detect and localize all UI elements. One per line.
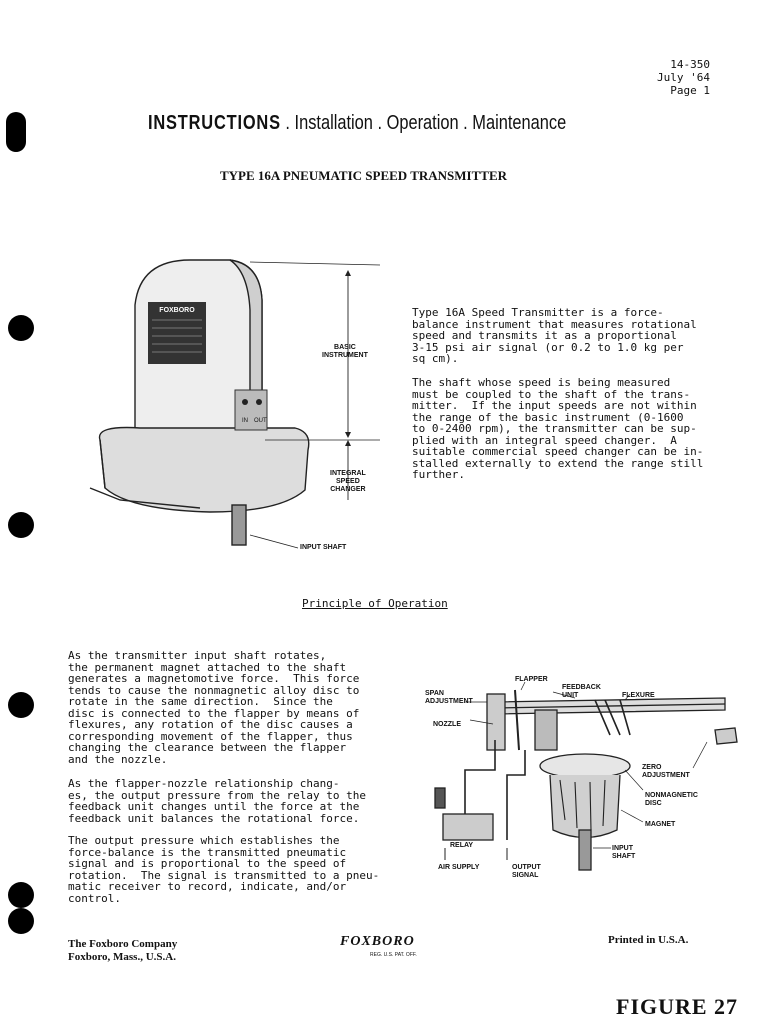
logo-subtext: REG. U.S. PAT. OFF. <box>370 952 417 958</box>
instructions-header <box>148 112 566 135</box>
zero-adjust <box>715 728 737 744</box>
footer-company <box>68 938 177 964</box>
label-flexure: FLEXURE <box>622 692 655 699</box>
section-heading: Principle of Operation <box>302 597 448 610</box>
nonmagnetic-disc <box>540 754 630 778</box>
binder-hole <box>8 908 34 934</box>
port-out-label: OUT <box>254 418 267 424</box>
label-air-supply: AIR SUPPLY <box>438 864 480 871</box>
label-magnet: MAGNET <box>645 821 676 828</box>
span-bracket <box>487 694 505 750</box>
label-nozzle: NOZZLE <box>433 721 461 728</box>
relay <box>443 814 493 840</box>
label-flapper: FLAPPER <box>515 676 548 683</box>
feedback-unit <box>535 710 557 750</box>
principle-paragraph-1: As the transmitter input shaft rotates, the permanent magnet attached to the shaft generates a magnetomotive force. This force tends to cause the nonmagnetic alloy disc to rotate in the same direction. Since the disc is connected to the flapper by means of flexures, any rotation of the disc causes a corresponding movement of the flapper, thus changing the clearance between the flapper and the nozzle. <box>68 649 360 766</box>
document-title: TYPE 16A PNEUMATIC SPEED TRANSMITTER <box>220 168 508 183</box>
header-operation: Operation <box>386 112 459 134</box>
document-number: 14-350 <box>670 58 710 71</box>
mechanism-diagram <box>425 680 755 880</box>
header-installation: Installation <box>294 112 373 134</box>
label-zero-adjustment: ZERO ADJUSTMENT <box>642 764 690 779</box>
port-in-label: IN <box>242 418 248 424</box>
principle-paragraph-2: As the flapper-nozzle relationship chang- es, the output pressure from the relay to the feedback unit changes until the force at the feedback unit balances the rotational force. <box>68 777 367 825</box>
label-nonmagnetic-disc: NONMAGNETIC DISC <box>645 792 698 807</box>
flapper-arm <box>515 690 519 750</box>
binder-hole <box>8 315 34 341</box>
header-separator: . <box>280 112 295 134</box>
label-output-signal: OUTPUT SIGNAL <box>512 864 541 879</box>
header-separator: . <box>372 112 387 134</box>
company-name: The Foxboro Company <box>68 938 178 950</box>
foxboro-logo: FOXBORO <box>340 934 415 949</box>
document-reference <box>657 58 710 97</box>
header-separator: . <box>458 112 473 134</box>
output-tube <box>507 750 525 840</box>
header-maintenance: Maintenance <box>472 112 567 134</box>
nameplate-brand: FOXBORO <box>159 307 195 314</box>
port-panel <box>235 390 267 430</box>
figure-stamp: FIGURE 27 <box>616 994 739 1019</box>
printed-in: Printed in U.S.A. <box>608 934 689 946</box>
input-shaft-leader <box>250 535 298 548</box>
intro-paragraph-2: The shaft whose speed is being measured must be coupled to the shaft of the trans- mitter. If the input speeds are not within the range of the basic instrument (0-1600 to 0-2400 rpm), the transmitter can be sup- plied with an integral speed changer. A suitable commercial speed changer can be in- stalled externally to extend the range still further. <box>412 376 704 481</box>
company-location: Foxboro, Mass., U.S.A. <box>68 951 176 963</box>
label-span-adjustment: SPAN ADJUSTMENT <box>425 690 473 705</box>
page-number: Page 1 <box>670 84 710 97</box>
transmitter-illustration <box>80 250 380 560</box>
header-main: INSTRUCTIONS <box>148 112 281 134</box>
label-input-shaft: INPUT SHAFT <box>300 544 347 551</box>
input-shaft-2 <box>579 830 591 870</box>
label-input-shaft-2: INPUT SHAFT <box>612 845 636 860</box>
document-date: July '64 <box>657 71 710 84</box>
input-shaft <box>232 505 246 545</box>
binder-hole <box>8 882 34 908</box>
binder-hole <box>8 692 34 718</box>
label-feedback-unit: FEEDBACK UNIT <box>562 684 601 699</box>
label-relay: RELAY <box>450 842 474 849</box>
principle-paragraph-3: The output pressure which establishes the force-balance is the transmitted pneumatic signal and is proportional to the speed of rotation. The signal is transmitted to a pneu- matic receiver to record, indicate, and/or control. <box>68 834 380 905</box>
label-integral-speed-changer: INTEGRAL SPEED CHANGER <box>330 470 366 493</box>
binder-hole <box>6 112 26 152</box>
intro-paragraph-1: Type 16A Speed Transmitter is a force- balance instrument that measures rotational speed and transmits it as a proportional 3-15 psi air signal (or 0.2 to 1.0 kg per sq cm). <box>412 306 697 365</box>
label-basic-instrument: BASIC INSTRUMENT <box>322 344 368 359</box>
binder-hole <box>8 512 34 538</box>
